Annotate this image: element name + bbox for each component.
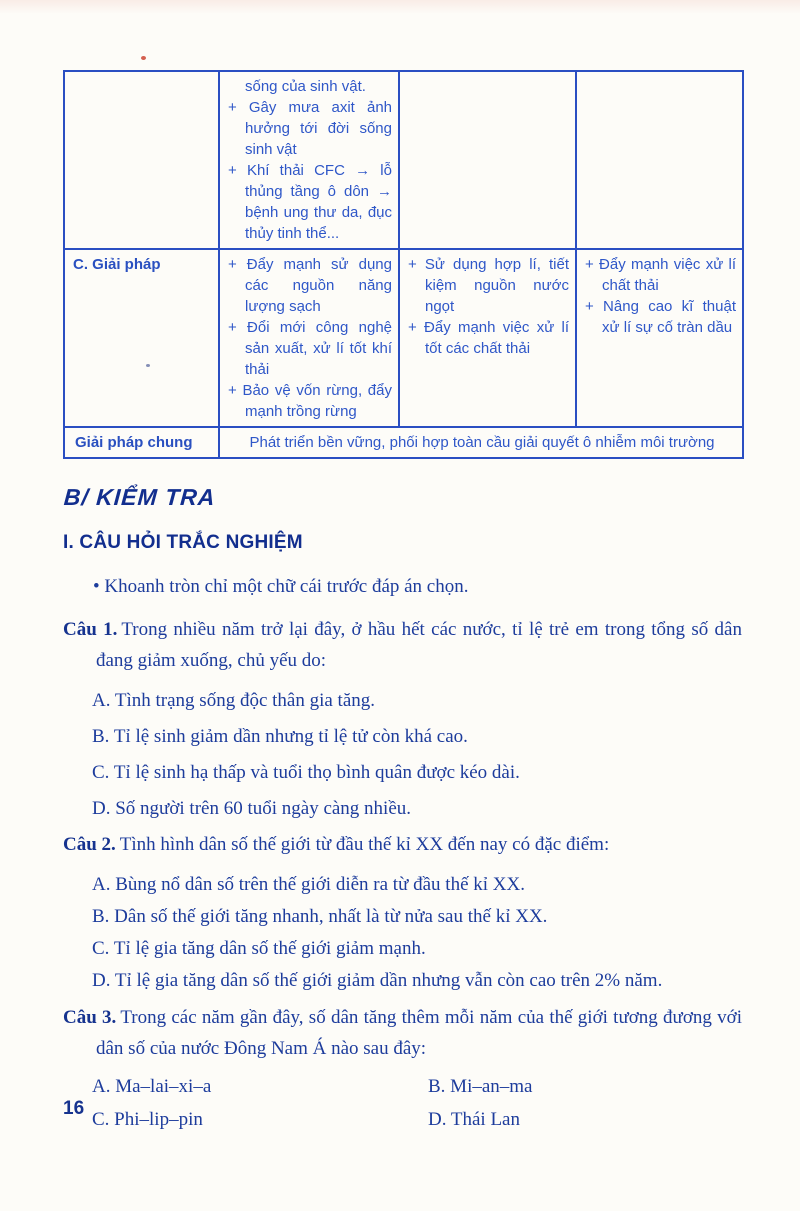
summary-table bbox=[63, 70, 744, 459]
cell-empty-ocean bbox=[576, 71, 743, 249]
question-3-label: Câu 3. bbox=[63, 1007, 117, 1028]
cell-air-solutions bbox=[219, 249, 399, 427]
row-label-common: Giải pháp chung bbox=[64, 427, 219, 458]
cell-intro-line: sống của sinh vật. bbox=[245, 78, 366, 95]
water-solutions-list bbox=[408, 254, 569, 359]
list-item: + Sử dụng hợp lí, tiết kiệm nguồn nước ngọt bbox=[408, 256, 569, 315]
option-b: B. Dân số thế giới tăng nhanh, nhất là từ nửa sau thế kỉ XX. bbox=[92, 906, 548, 927]
list-item: + Bảo vệ vốn rừng, đẩy mạnh trồng rừng bbox=[228, 382, 392, 420]
page-number: 16 bbox=[63, 1098, 85, 1119]
cell-water-solutions bbox=[399, 249, 576, 427]
cell-air-effects bbox=[219, 71, 399, 249]
ocean-solutions-list bbox=[585, 254, 736, 338]
option-a: A. Tình trạng sống độc thân gia tăng. bbox=[92, 690, 376, 711]
cell-ocean-solutions bbox=[576, 249, 743, 427]
cell-common-solution: Phát triển bền vững, phối hợp toàn cầu giải quyết ô nhiễm môi trường bbox=[219, 427, 743, 458]
scan-artifact-dot bbox=[141, 56, 146, 60]
table-row-common-solution bbox=[64, 427, 743, 458]
option-d: D. Số người trên 60 tuổi ngày càng nhiều. bbox=[92, 798, 412, 819]
list-item: + Gây mưa axit ảnh hưởng tới đời sống sinh vật bbox=[228, 99, 392, 158]
question-3 bbox=[63, 1002, 742, 1135]
question-1-label: Câu 1. bbox=[63, 619, 118, 640]
option-d: D. Thái Lan bbox=[428, 1109, 520, 1130]
air-solutions-list bbox=[228, 254, 392, 422]
question-1-options bbox=[63, 685, 742, 824]
section-i-heading: I. CÂU HỎI TRẮC NGHIỆM bbox=[63, 532, 303, 553]
air-effects-list bbox=[228, 97, 392, 244]
option-a: A. Bùng nổ dân số trên thế giới diễn ra từ đầu thế kỉ XX. bbox=[92, 874, 525, 895]
question-2 bbox=[63, 829, 742, 996]
section-b-heading: B/ KIỂM TRA bbox=[63, 484, 217, 510]
option-d: D. Tỉ lệ gia tăng dân số thế giới giảm dần nhưng vẫn còn cao trên 2% năm. bbox=[92, 970, 663, 991]
page-content bbox=[63, 70, 742, 1135]
cell-empty-label bbox=[64, 71, 219, 249]
cell-empty-water bbox=[399, 71, 576, 249]
question-3-options bbox=[63, 1071, 742, 1135]
option-a: A. Ma–lai–xi–a bbox=[92, 1076, 212, 1097]
list-item: + Khí thải CFC → lỗ thủng tầng ô dôn → bệnh ung thư da, đục thủy tinh thể... bbox=[228, 162, 392, 242]
table-row-effects bbox=[64, 71, 743, 249]
question-2-options bbox=[63, 869, 742, 996]
option-b: B. Tỉ lệ sinh giảm dần nhưng tỉ lệ tử còn khá cao. bbox=[92, 726, 468, 747]
question-1 bbox=[63, 614, 742, 824]
instruction-line: • Khoanh tròn chỉ một chữ cái trước đáp án chọn. bbox=[93, 576, 469, 597]
option-c: C. Phi–lip–pin bbox=[92, 1109, 203, 1130]
list-item: + Đổi mới công nghệ sản xuất, xử lí tốt khí thải bbox=[228, 319, 392, 378]
row-label-solutions: C. Giải pháp bbox=[64, 249, 219, 427]
table-row-solutions bbox=[64, 249, 743, 427]
question-2-label: Câu 2. bbox=[63, 834, 116, 855]
list-item: + Đẩy mạnh việc xử lí chất thải bbox=[585, 256, 736, 294]
question-2-text: Tình hình dân số thế giới từ đầu thế kỉ XX đến nay có đặc điểm: bbox=[119, 834, 610, 855]
question-1-text: Trong nhiều năm trở lại đây, ở hầu hết các nước, tỉ lệ trẻ em trong tổng số dân đang giảm xuống, chủ yếu do: bbox=[96, 619, 742, 671]
option-c: C. Tỉ lệ sinh hạ thấp và tuổi thọ bình quân được kéo dài. bbox=[92, 762, 520, 783]
question-3-text: Trong các năm gần đây, số dân tăng thêm mỗi năm của thế giới tương đương với dân số của nước Đông Nam Á nào sau đây: bbox=[96, 1007, 742, 1059]
option-b: B. Mi–an–ma bbox=[428, 1076, 533, 1097]
list-item: + Nâng cao kĩ thuật xử lí sự cố tràn dầu bbox=[585, 298, 736, 336]
option-c: C. Tỉ lệ gia tăng dân số thế giới giảm mạnh. bbox=[92, 938, 426, 959]
list-item: + Đẩy mạnh sử dụng các nguồn năng lượng sạch bbox=[228, 256, 392, 315]
list-item: + Đẩy mạnh việc xử lí tốt các chất thải bbox=[408, 319, 569, 357]
